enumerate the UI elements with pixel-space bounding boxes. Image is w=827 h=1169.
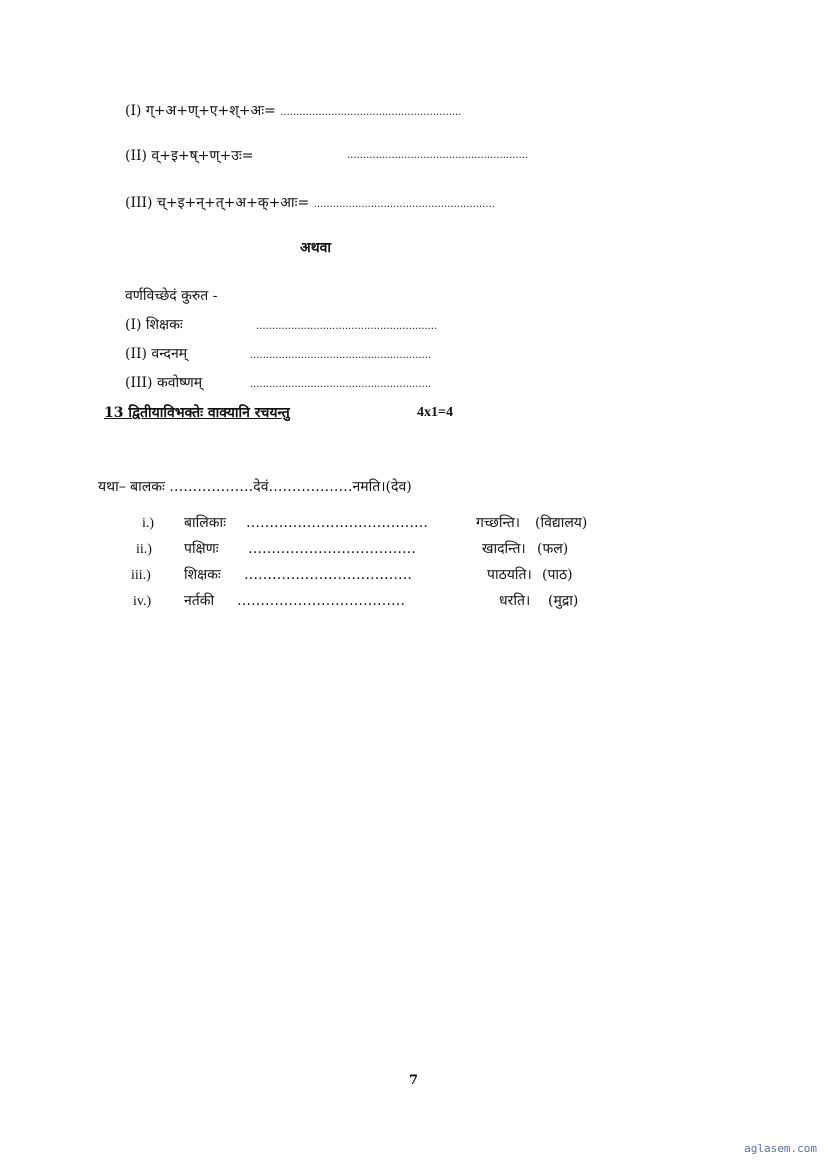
- answer-blank: ………………………………: [248, 541, 416, 557]
- split-item-3: [125, 194, 495, 214]
- word-item-3: [125, 374, 202, 392]
- row-number: i.): [142, 516, 155, 531]
- row-subject: नर्तकी: [184, 593, 215, 609]
- word-label: (III) कवोष्णम्: [125, 375, 203, 391]
- row-verb: खादन्ति।: [482, 541, 526, 557]
- answer-blank: .........................................................: [250, 350, 432, 361]
- row-hint: (विद्यालय): [535, 515, 588, 531]
- row-verb: पाठयति।: [487, 567, 532, 583]
- row-number: iii.): [131, 568, 151, 583]
- split-item-2: [125, 147, 253, 165]
- word-label: (II) वन्दनम्: [125, 346, 188, 362]
- split-item-label: (II) व्+इ+ष्+ण्+उः=: [125, 148, 254, 164]
- answer-blank: ………………………………: [237, 593, 405, 609]
- split-item-label: (III) च्+इ+न्+त्+अ+क्+आः=: [125, 195, 314, 211]
- split-instruction: वर्णविच्छेदं कुरुत -: [125, 288, 218, 304]
- word-item-2: [125, 345, 187, 363]
- answer-blank: .........................................................: [313, 199, 495, 210]
- word-label: (I) शिक्षकः: [125, 317, 183, 333]
- answer-blank: .........................................................: [250, 379, 432, 390]
- page-number: 7: [408, 1073, 419, 1088]
- answer-blank: .........................................................: [280, 107, 462, 118]
- row-verb: धरति।: [499, 593, 531, 609]
- or-heading: अथवा: [300, 240, 332, 256]
- word-item-1: [125, 316, 183, 334]
- row-hint: (मुद्रा): [548, 593, 579, 609]
- row-subject: बालिकाः: [184, 515, 226, 531]
- example-line: यथा– बालकः ………………देवं………………नमति।(देव): [98, 479, 412, 495]
- row-hint: (पाठ): [542, 567, 573, 583]
- answer-blank: …………………………………: [246, 515, 428, 531]
- split-item-1: [125, 102, 461, 122]
- answer-blank: .........................................................: [256, 321, 438, 332]
- row-verb: गच्छन्ति।: [476, 515, 521, 531]
- split-item-label: (I) ग्+अ+ण्+ए+श्+अः=: [125, 103, 281, 119]
- question-13-marks: 4x1=4: [417, 405, 453, 420]
- row-number: iv.): [133, 594, 152, 609]
- row-subject: शिक्षकः: [184, 567, 221, 583]
- row-hint: (फल): [537, 541, 569, 557]
- answer-blank: ………………………………: [244, 567, 412, 583]
- row-number: ii.): [136, 542, 152, 557]
- answer-blank: .........................................................: [347, 150, 529, 161]
- site-watermark: aglasem.com: [744, 1142, 817, 1155]
- question-13-title: 13 द्वितीयाविभक्तेः वाक्यानि रचयन्तु: [104, 405, 290, 421]
- row-subject: पक्षिणः: [184, 541, 219, 557]
